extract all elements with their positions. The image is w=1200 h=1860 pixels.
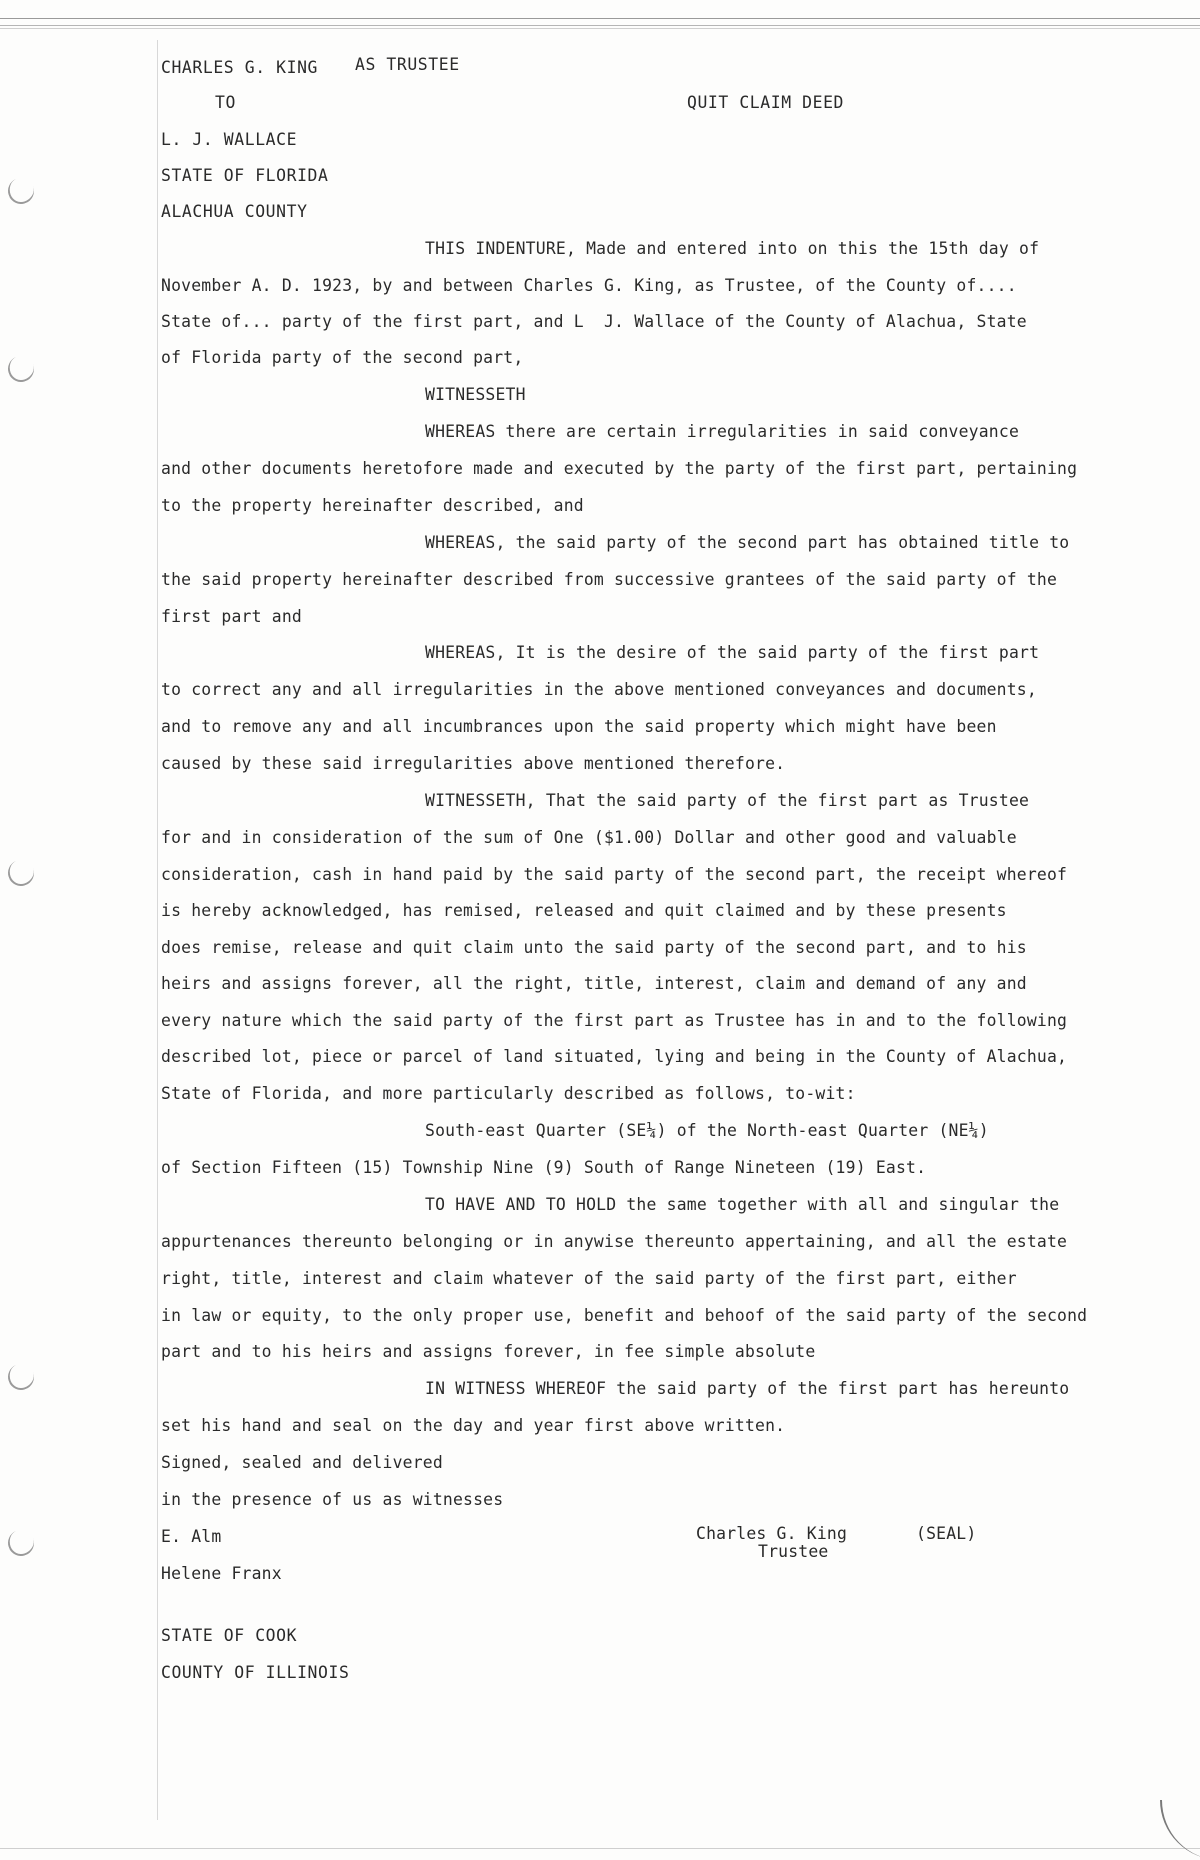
venue-state: STATE OF COOK (161, 1626, 298, 1645)
body-line-15: caused by these said irregularities above mentioned therefore. (161, 754, 786, 773)
to-label: TO (215, 93, 236, 112)
bottom-edge (0, 1848, 1200, 1849)
body-line-14: and to remove any and all incumbrances upon the said property which might have been (161, 717, 997, 736)
grantor-name: CHARLES G. KING (161, 58, 319, 77)
grantor-capacity: AS TRUSTEE (355, 55, 460, 74)
body-line-20: does remise, release and quit claim unto the said party of the second part, and to his (161, 938, 1027, 957)
body-line-3: State of... party of the first part, and L J. Wallace of the County of Alachua, State (161, 312, 1027, 331)
body-line-6: WHEREAS there are certain irregularities in said conveyance (425, 422, 1020, 441)
body-line-29: right, title, interest and claim whatever of the said party of the first part, either (161, 1269, 1017, 1288)
body-line-8: to the property hereinafter described, and (161, 496, 584, 515)
body-line-21: heirs and assigns forever, all the right, title, interest, claim and demand of any and (161, 974, 1027, 993)
grantee-name: L. J. WALLACE (161, 130, 298, 149)
margin-line (157, 40, 158, 1820)
top-rule (0, 18, 1200, 26)
seal-label: (SEAL) (916, 1524, 977, 1543)
body-line-32: IN WITNESS WHEREOF the said party of the first part has hereunto (425, 1379, 1070, 1398)
legal-description-line-1: South-east Quarter (SE¼) of the North-east Quarter (NE¼) (425, 1121, 989, 1140)
punch-hole-4 (4, 1360, 37, 1393)
body-line-18: consideration, cash in hand paid by the said party of the second part, the receipt whereof (161, 865, 1068, 884)
body-line-31: part and to his heirs and assigns forever, in fee simple absolute (161, 1342, 816, 1361)
signatory-title: Trustee (758, 1542, 829, 1561)
witness-2: Helene Franx (161, 1564, 282, 1583)
document-type: QUIT CLAIM DEED (687, 93, 845, 112)
body-line-33: set his hand and seal on the day and year first above written. (161, 1416, 786, 1435)
body-line-2: November A. D. 1923, by and between Charles G. King, as Trustee, of the County of.... (161, 276, 1017, 295)
body-line-17: for and in consideration of the sum of One ($1.00) Dollar and other good and valuable (161, 828, 1017, 847)
witnesseth-heading: WITNESSETH (425, 385, 526, 404)
venue-county: COUNTY OF ILLINOIS (161, 1663, 350, 1682)
attestation-line-2: in the presence of us as witnesses (161, 1490, 504, 1509)
body-line-24: State of Florida, and more particularly described as follows, to-wit: (161, 1084, 856, 1103)
state-label: STATE OF FLORIDA (161, 166, 329, 185)
page-corner-curl (1160, 1800, 1200, 1860)
body-line-12: WHEREAS, It is the desire of the said party of the first part (425, 643, 1040, 662)
punch-hole-3 (4, 856, 37, 889)
punch-hole-2 (4, 352, 37, 385)
body-line-30: in law or equity, to the only proper use, benefit and behoof of the said party of the second (161, 1306, 1088, 1325)
witness-1: E. Alm (161, 1527, 222, 1546)
body-line-13: to correct any and all irregularities in the above mentioned conveyances and documents, (161, 680, 1037, 699)
body-line-11: first part and (161, 607, 302, 626)
body-line-4: of Florida party of the second part, (161, 348, 524, 367)
body-line-1: THIS INDENTURE, Made and entered into on this the 15th day of (425, 239, 1040, 258)
body-line-19: is hereby acknowledged, has remised, released and quit claimed and by these presents (161, 901, 1007, 920)
body-line-27: TO HAVE AND TO HOLD the same together with all and singular the (425, 1195, 1060, 1214)
body-line-28: appurtenances thereunto belonging or in anywise thereunto appertaining, and all the estate (161, 1232, 1068, 1251)
county-label: ALACHUA COUNTY (161, 202, 308, 221)
body-line-7: and other documents heretofore made and executed by the party of the first part, pertaining (161, 459, 1078, 478)
legal-description-line-2: of Section Fifteen (15) Township Nine (9) South of Range Nineteen (19) East. (161, 1158, 927, 1177)
punch-hole-1 (4, 174, 37, 207)
signatory-name: Charles G. King (696, 1524, 848, 1543)
body-line-16: WITNESSETH, That the said party of the first part as Trustee (425, 791, 1030, 810)
body-line-23: described lot, piece or parcel of land situated, lying and being in the County of Alachua, (161, 1047, 1068, 1066)
body-line-9: WHEREAS, the said party of the second part has obtained title to (425, 533, 1070, 552)
punch-hole-5 (4, 1526, 37, 1559)
attestation-line-1: Signed, sealed and delivered (161, 1453, 443, 1472)
top-rule-secondary (0, 28, 1200, 29)
body-line-22: every nature which the said party of the first part as Trustee has in and to the following (161, 1011, 1068, 1030)
body-line-10: the said property hereinafter described from successive grantees of the said party of the (161, 570, 1058, 589)
